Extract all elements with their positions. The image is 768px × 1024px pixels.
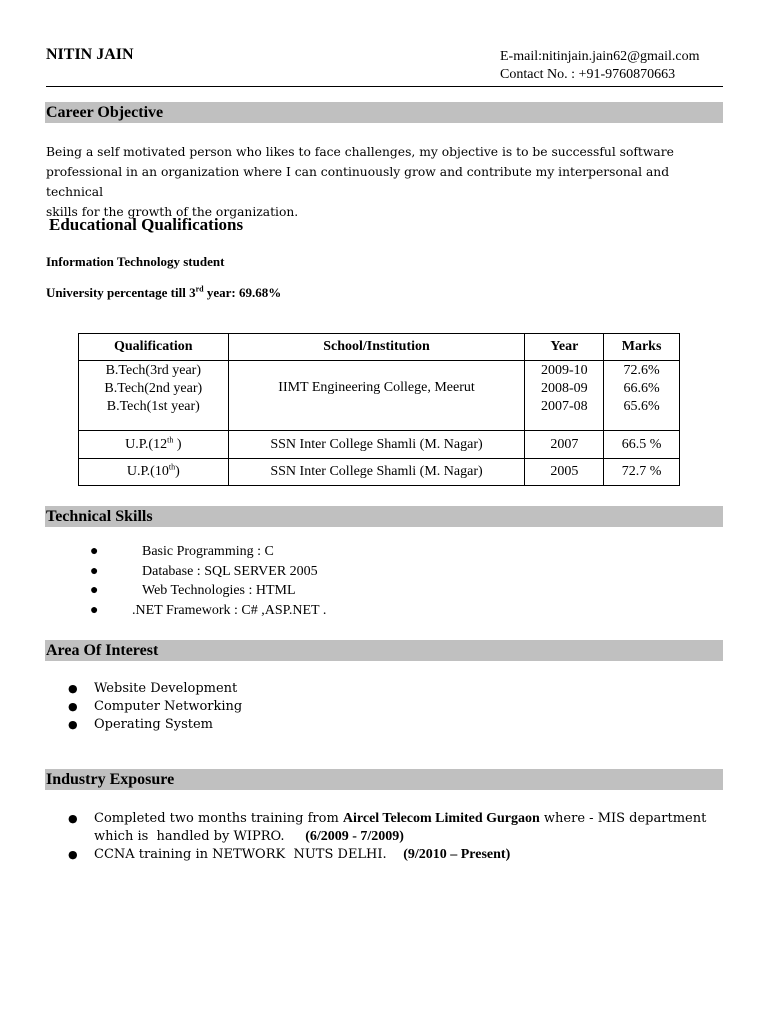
career-objective-text — [46, 142, 726, 222]
list-item — [46, 846, 726, 864]
qual-cell: B.Tech(3rd year) — [105, 363, 201, 378]
technical-skills-list — [46, 542, 446, 620]
section-education: Educational Qualifications — [49, 215, 244, 234]
list-item — [46, 680, 446, 698]
exposure-line — [94, 828, 404, 846]
interest-text: Computer Networking — [94, 699, 243, 714]
bullet-icon: ● — [90, 602, 99, 618]
table-header-row — [79, 334, 680, 361]
qual-sup: th — [167, 434, 174, 444]
skill-text: Database : SQL SERVER 2005 — [142, 563, 318, 579]
year-cell: 2009-10 — [540, 363, 588, 378]
interest-list — [46, 680, 446, 734]
qual-cell: B.Tech(2nd year) — [104, 381, 203, 396]
email-text: E-mail:nitinjain.jain62@gmail.com — [500, 49, 700, 64]
percentage-suffix: year: 69.68% — [203, 285, 282, 300]
candidate-name: NITIN JAIN — [46, 46, 134, 63]
interest-text: Website Development — [94, 681, 238, 696]
qual-cell: B.Tech(1st year) — [106, 399, 200, 414]
bullet-icon: ● — [68, 682, 78, 695]
marks-cell: 66.6% — [623, 381, 660, 396]
qual-suffix: ) — [173, 436, 182, 452]
up10-qualification — [79, 459, 229, 486]
bullet-icon: ● — [68, 700, 78, 713]
exposure-line — [94, 846, 510, 864]
bullet-icon: ● — [90, 544, 99, 559]
section-industry-exposure: Industry Exposure — [45, 769, 723, 790]
exposure-dates: (9/2010 – Present) — [403, 847, 511, 862]
exposure-company: Aircel Telecom Limited Gurgaon — [342, 811, 540, 826]
qual-sup: th — [168, 462, 176, 472]
bullet-icon: ● — [90, 563, 99, 579]
exposure-line — [94, 810, 706, 828]
section-career-objective: Career Objective — [45, 102, 723, 123]
education-line-percentage — [46, 285, 281, 301]
interest-text: Operating System — [94, 717, 214, 732]
list-item — [46, 716, 446, 734]
exposure-text: Completed two months training from — [94, 811, 343, 826]
table-row — [79, 459, 680, 486]
exposure-text: CCNA training in NETWORK NUTS DELHI. — [94, 847, 387, 862]
exposure-text: which is handled by WIPRO. — [94, 829, 285, 844]
marks-cell: 65.6% — [623, 399, 660, 414]
list-item — [46, 601, 446, 621]
section-technical-skills: Technical Skills — [45, 506, 723, 527]
year-cell: 2007-08 — [540, 399, 588, 414]
btech-years — [525, 361, 604, 431]
skill-text: Basic Programming : C — [142, 544, 274, 559]
percentage-sup: rd — [195, 284, 204, 294]
qualifications-table — [78, 333, 680, 486]
list-item — [46, 581, 446, 601]
list-item — [46, 698, 446, 716]
bullet-icon: ● — [68, 718, 78, 731]
phone-text: Contact No. : +91-9760870663 — [500, 67, 676, 82]
table-row — [79, 431, 680, 459]
objective-line: skills for the growth of the organization. — [46, 205, 299, 219]
list-item — [46, 542, 446, 562]
up10-marks: 72.7 % — [604, 459, 680, 486]
objective-line: Being a self motivated person who likes to face challenges, my objective is to be successful software — [46, 145, 674, 159]
btech-school: IIMT Engineering College, Meerut — [228, 361, 525, 431]
header-qualification: Qualification — [79, 334, 229, 361]
exposure-dates: (6/2009 - 7/2009) — [305, 829, 404, 844]
up12-school: SSN Inter College Shamli (M. Nagar) — [228, 431, 525, 459]
list-item — [46, 810, 726, 828]
education-line-student: Information Technology student — [46, 254, 225, 269]
skill-text: Web Technologies : HTML — [142, 583, 296, 598]
qual-suffix: ) — [175, 464, 180, 479]
btech-marks — [604, 361, 680, 431]
up12-year: 2007 — [525, 431, 604, 459]
qual-prefix: U.P.(10 — [126, 464, 169, 479]
up10-school: SSN Inter College Shamli (M. Nagar) — [228, 459, 525, 486]
table-row — [79, 361, 680, 431]
list-item — [46, 562, 446, 582]
section-area-of-interest: Area Of Interest — [45, 640, 723, 661]
percentage-prefix: University percentage till 3 — [46, 285, 196, 300]
objective-line: professional in an organization where I can continuously grow and contribute my interpersonal and technical — [46, 165, 670, 199]
contact-block — [500, 48, 700, 84]
up12-qualification — [79, 431, 229, 459]
up10-year: 2005 — [525, 459, 604, 486]
skill-text: .NET Framework : C# ,ASP.NET . — [132, 602, 327, 618]
btech-qualifications — [79, 361, 229, 431]
year-cell: 2008-09 — [540, 381, 588, 396]
header-year: Year — [525, 334, 604, 361]
bullet-icon: ● — [68, 812, 78, 825]
up12-marks: 66.5 % — [604, 431, 680, 459]
marks-cell: 72.6% — [623, 363, 660, 378]
header-divider — [46, 86, 723, 87]
list-item-continuation — [46, 828, 726, 846]
header-school: School/Institution — [228, 334, 525, 361]
exposure-text: where - MIS department — [539, 811, 707, 826]
qual-prefix: U.P.(12 — [125, 436, 168, 452]
bullet-icon: ● — [90, 583, 99, 598]
header-marks: Marks — [604, 334, 680, 361]
bullet-icon: ● — [68, 848, 78, 861]
industry-exposure-list — [46, 810, 726, 864]
